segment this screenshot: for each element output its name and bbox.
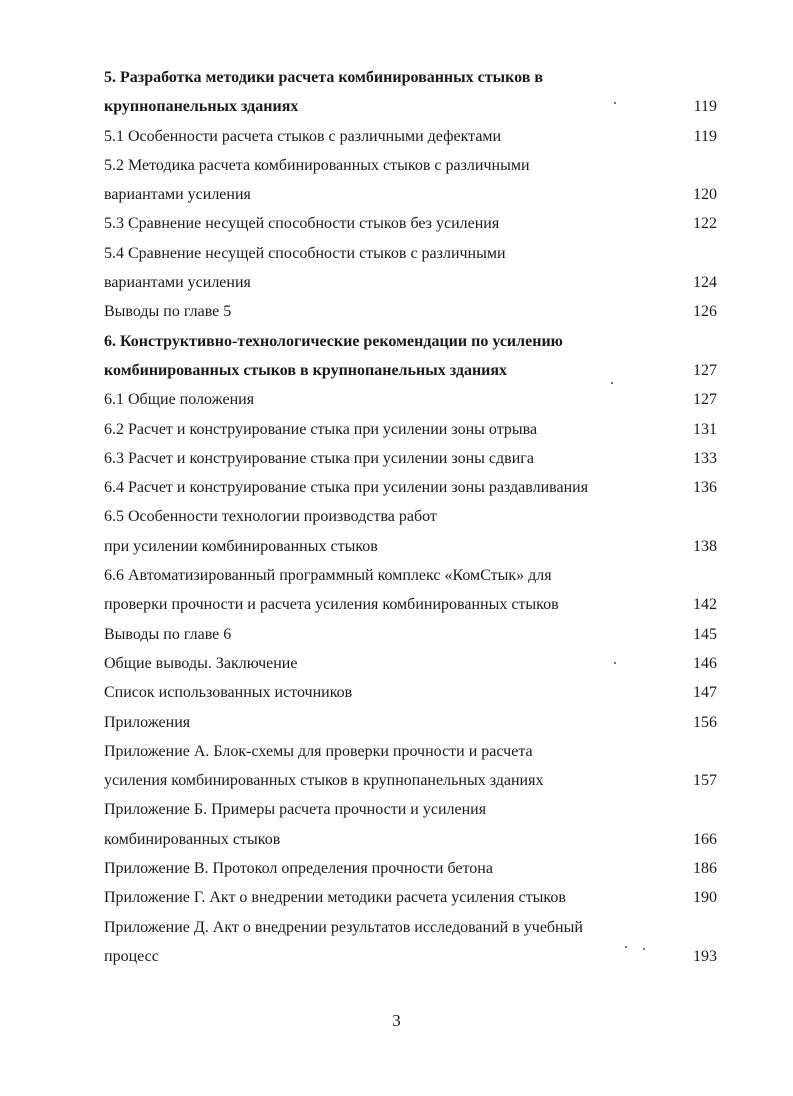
page-number: 3 bbox=[392, 1011, 401, 1030]
toc-entry-title: вариантами усиления bbox=[104, 186, 251, 204]
toc-entry-title: 6.5 Особенности технологии производства работ bbox=[104, 508, 437, 526]
toc-entry bbox=[104, 385, 744, 414]
toc-entry-title: 5.2 Методика расчета комбинированных стыков с различными bbox=[104, 156, 530, 174]
toc-entry bbox=[104, 473, 744, 502]
toc-entry bbox=[104, 502, 744, 531]
toc-entry bbox=[104, 151, 744, 180]
toc-entry-title: проверки прочности и расчета усиления комбинированных стыков bbox=[104, 596, 559, 614]
toc-entry bbox=[104, 883, 744, 912]
toc-entry bbox=[104, 122, 744, 151]
toc-entry-title: Приложение Г. Акт о внедрении методики расчета усиления стыков bbox=[104, 889, 566, 907]
toc-entry bbox=[104, 327, 744, 356]
toc-entry-title: комбинированных стыков bbox=[104, 830, 281, 848]
toc-entry-title: крупнопанельных зданиях bbox=[104, 98, 299, 116]
toc-entry-title: 6.1 Общие положения bbox=[104, 391, 255, 409]
toc-entry bbox=[104, 444, 744, 473]
toc-entry-title: Общие выводы. Заключение bbox=[104, 654, 298, 672]
toc-entry bbox=[104, 209, 744, 238]
toc-entry-page: 146 bbox=[693, 654, 717, 672]
toc-entry bbox=[104, 63, 744, 92]
toc-entry-title: 5.1 Особенности расчета стыков с различными дефектами bbox=[104, 127, 502, 145]
toc-entry-title: Приложение Д. Акт о внедрении результатов исследований в учебный bbox=[104, 918, 583, 936]
toc-entry-title: 6.3 Расчет и конструирование стыка при усилении зоны сдвига bbox=[104, 449, 534, 467]
toc-entry bbox=[104, 92, 744, 121]
toc-entry-title: Выводы по главе 5 bbox=[104, 303, 232, 321]
toc-entry bbox=[104, 942, 744, 971]
toc-entry bbox=[104, 737, 744, 766]
scan-speck bbox=[614, 102, 616, 104]
toc-entry-title: при усилении комбинированных стыков bbox=[104, 537, 378, 555]
toc-entry-title: 6.4 Расчет и конструирование стыка при усилении зоны раздавливания bbox=[104, 479, 589, 497]
toc-entry bbox=[104, 415, 744, 444]
toc-entry-title: Приложение А. Блок-схемы для проверки прочности и расчета bbox=[104, 742, 533, 760]
toc-entry-page: 142 bbox=[693, 596, 717, 614]
toc-entry-title: 5.3 Сравнение несущей способности стыков без усиления bbox=[104, 215, 500, 233]
toc-entry-page: 120 bbox=[693, 186, 717, 204]
toc-entry bbox=[104, 708, 744, 737]
toc-entry-page: 156 bbox=[693, 713, 717, 731]
toc-entry-page: 166 bbox=[693, 830, 717, 848]
toc-entry bbox=[104, 795, 744, 824]
toc-entry-page: 126 bbox=[693, 303, 717, 321]
toc-entry-title: 5. Разработка методики расчета комбинированных стыков в bbox=[104, 69, 543, 86]
toc-entry-page: 138 bbox=[693, 537, 717, 555]
toc-entry bbox=[104, 825, 744, 854]
toc-entry-title: процесс bbox=[104, 947, 159, 965]
toc-entry-page: 119 bbox=[693, 127, 717, 145]
toc-entry-page: 133 bbox=[693, 449, 717, 467]
toc-entry-page: 122 bbox=[693, 215, 717, 233]
toc-entry-page: 193 bbox=[693, 947, 717, 965]
toc-entry bbox=[104, 620, 744, 649]
toc-entry bbox=[104, 532, 744, 561]
toc-entry bbox=[104, 239, 744, 268]
toc-entry bbox=[104, 356, 744, 385]
toc-entry-page: 136 bbox=[693, 479, 717, 497]
toc-entry-title: Список использованных источников bbox=[104, 684, 353, 702]
toc-entry-title: комбинированных стыков в крупнопанельных зданиях bbox=[104, 361, 508, 379]
toc-entry bbox=[104, 766, 744, 795]
toc-entry bbox=[104, 590, 744, 619]
toc-entry-page: 124 bbox=[693, 274, 717, 292]
toc-entry-title: 6.2 Расчет и конструирование стыка при усилении зоны отрыва bbox=[104, 420, 538, 438]
toc-entry-page: 119 bbox=[693, 98, 717, 116]
toc-entry-title: Приложение В. Протокол определения прочности бетона bbox=[104, 860, 493, 878]
toc-entry-title: Приложения bbox=[104, 713, 191, 731]
toc-entry-page: 157 bbox=[693, 772, 717, 790]
toc-entry-title: Приложение Б. Примеры расчета прочности и усиления bbox=[104, 801, 487, 819]
toc-entry-page: 127 bbox=[693, 391, 717, 409]
toc-entry-title: 6. Конструктивно-технологические рекомендации по усилению bbox=[104, 332, 563, 350]
toc-entry-page: 190 bbox=[693, 889, 717, 907]
scan-speck bbox=[625, 946, 627, 948]
table-of-contents bbox=[104, 63, 744, 971]
scan-speck bbox=[614, 662, 616, 664]
toc-entry bbox=[104, 649, 744, 678]
toc-entry-page: 131 bbox=[693, 420, 717, 438]
toc-entry-page: 186 bbox=[693, 860, 717, 878]
toc-entry bbox=[104, 268, 744, 297]
toc-entry-page: 127 bbox=[693, 361, 717, 379]
toc-entry-page: 145 bbox=[693, 625, 717, 643]
toc-entry bbox=[104, 561, 744, 590]
toc-entry bbox=[104, 913, 744, 942]
scan-speck bbox=[611, 382, 613, 384]
toc-entry bbox=[104, 854, 744, 883]
toc-entry-title: усиления комбинированных стыков в крупнопанельных зданиях bbox=[104, 772, 544, 790]
toc-entry bbox=[104, 678, 744, 707]
toc-entry-title: вариантами усиления bbox=[104, 274, 251, 292]
toc-entry-title: 5.4 Сравнение несущей способности стыков с различными bbox=[104, 244, 506, 262]
toc-entry bbox=[104, 297, 744, 326]
toc-entry bbox=[104, 180, 744, 209]
toc-entry-page: 147 bbox=[693, 684, 717, 702]
toc-entry-title: Выводы по главе 6 bbox=[104, 625, 232, 643]
scan-speck bbox=[643, 948, 645, 950]
toc-entry-title: 6.6 Автоматизированный программный комплекс «КомСтык» для bbox=[104, 567, 552, 585]
